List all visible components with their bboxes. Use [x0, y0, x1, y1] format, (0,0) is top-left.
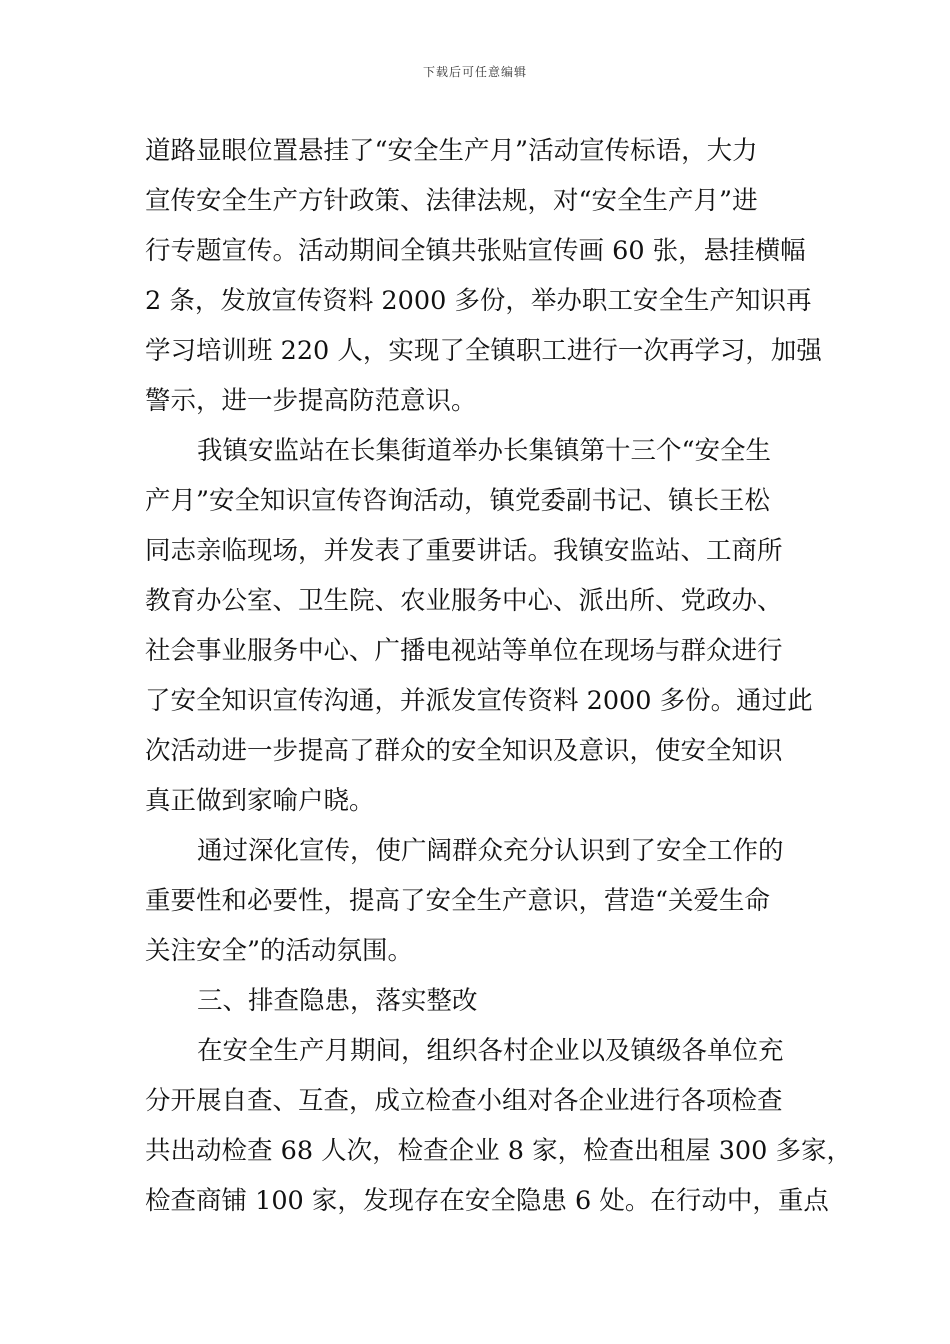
- text-line: 产月”安全知识宣传咨询活动，镇党委副书记、镇长王松: [145, 486, 771, 516]
- text-line: 警示，进一步提高防范意识。: [145, 386, 477, 416]
- text-line: 宣传安全生产方针政策、法律法规，对“安全生产月”进: [145, 186, 758, 216]
- text-line: 真正做到家喻户晓。: [145, 786, 375, 816]
- text-line: 同志亲临现场，并发表了重要讲话。我镇安监站、工商所: [145, 536, 783, 566]
- text-line: 重要性和必要性，提高了安全生产意识，营造“关爱生命: [145, 886, 771, 916]
- section-heading: 三、排查隐患，落实整改: [197, 986, 478, 1016]
- text-line: 分开展自查、互查，成立检查小组对各企业进行各项检查: [145, 1086, 783, 1116]
- text-line: 道路显眼位置悬挂了“安全生产月”活动宣传标语，大力: [145, 136, 758, 166]
- text-line: 教育办公室、卫生院、农业服务中心、派出所、党政办、: [145, 586, 783, 616]
- text-line: 社会事业服务中心、广播电视站等单位在现场与群众进行: [145, 636, 783, 666]
- text-line: 关注安全”的活动氛围。: [145, 936, 414, 966]
- document-body: [145, 126, 852, 1226]
- paragraph-start-line: 在安全生产月期间，组织各村企业以及镇级各单位充: [197, 1036, 784, 1066]
- text-line: 行专题宣传。活动期间全镇共张贴宣传画 60 张，悬挂横幅: [145, 236, 806, 266]
- text-line: 学习培训班 220 人，实现了全镇职工进行一次再学习，加强: [145, 336, 822, 366]
- text-line: 2 条，发放宣传资料 2000 多份，举办职工安全生产知识再: [145, 286, 812, 316]
- text-line: 共出动检查 68 人次，检查企业 8 家，检查出租屋 300 多家，: [145, 1136, 852, 1166]
- paragraph-start-line: 通过深化宣传，使广阔群众充分认识到了安全工作的: [197, 836, 784, 866]
- paragraph-start-line: 我镇安监站在长集街道举办长集镇第十三个“安全生: [197, 436, 772, 466]
- page-header: 下载后可任意编辑: [422, 65, 527, 79]
- text-line: 检查商铺 100 家，发现存在安全隐患 6 处。在行动中，重点: [145, 1186, 829, 1216]
- text-line: 了安全知识宣传沟通，并派发宣传资料 2000 多份。通过此: [145, 686, 813, 716]
- text-line: 次活动进一步提高了群众的安全知识及意识，使安全知识: [145, 736, 783, 766]
